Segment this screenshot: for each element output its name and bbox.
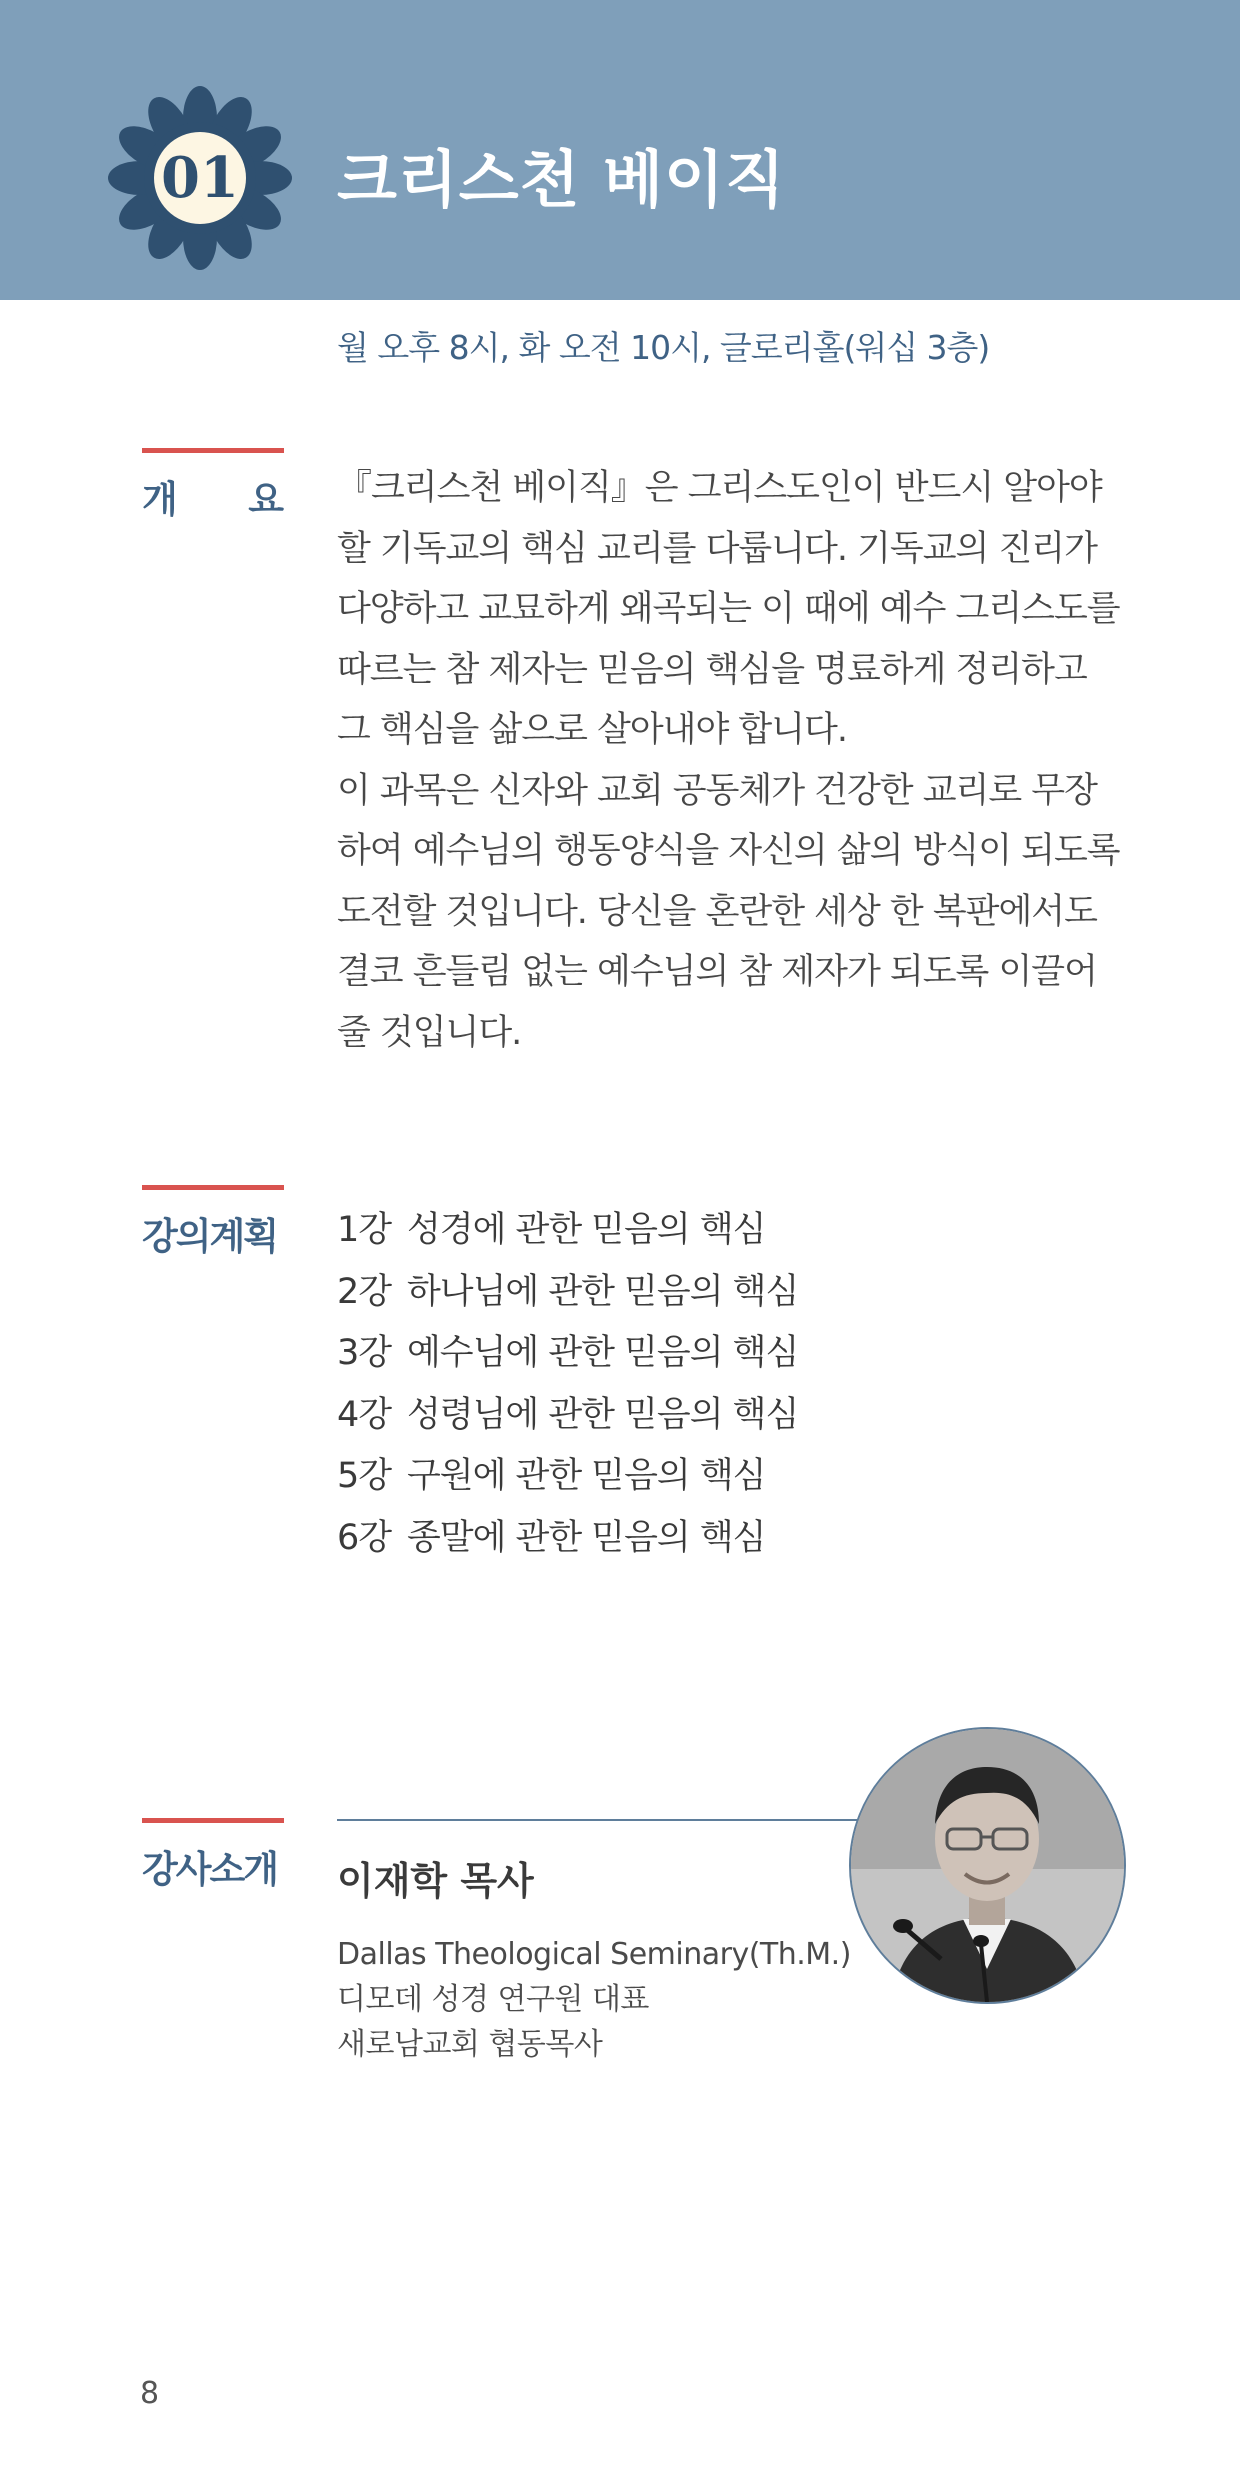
lecture-number: 4강 [337, 1394, 392, 1435]
section-divider [142, 448, 284, 453]
course-number: 01 [161, 145, 239, 211]
lecture-item [337, 1446, 798, 1508]
credential-item: 새로남교회 협동목사 [337, 2027, 603, 2062]
instructor-label: 강사소개 [142, 1848, 277, 1891]
lecture-number: 6강 [337, 1517, 392, 1558]
overview-label-char: 개 [142, 478, 178, 521]
instructor-label-block [142, 1818, 284, 1893]
lecture-item [337, 1262, 798, 1324]
section-divider [142, 1185, 284, 1190]
lecture-plan-label: 강의계획 [142, 1215, 277, 1258]
overview-label [142, 469, 284, 523]
instructor-credentials [337, 1932, 851, 2067]
section-divider [142, 1818, 284, 1823]
lecture-title: 구원에 관한 믿음의 핵심 [407, 1456, 766, 1496]
instructor-name: 이재학 목사 [337, 1859, 534, 1903]
lecture-number: 1강 [337, 1210, 392, 1250]
instructor-portrait-icon [851, 1729, 1124, 2002]
lecture-title: 예수님에 관한 믿음의 핵심 [407, 1333, 799, 1373]
header-band [0, 0, 1240, 300]
lecture-number: 2강 [337, 1271, 392, 1312]
instructor-divider [337, 1819, 867, 1821]
lecture-item [337, 1385, 798, 1447]
course-title: 크리스천 베이직 [337, 143, 786, 216]
overview-paragraph: 이 과목은 신자와 교회 공동체가 건강한 교리로 무장하여 예수님의 행동양식을 자신의 삶의 방식이 되도록 도전할 것입니다. 당신을 혼란한 세상 한 복판에서도 결코 흔들림 없는 예수님의 참 제자가 되도록 이끌어 줄 것입니다. [337, 770, 1120, 1053]
lecture-list [337, 1200, 798, 1569]
lecture-title: 종말에 관한 믿음의 핵심 [407, 1517, 766, 1558]
lecture-title: 성경에 관한 믿음의 핵심 [407, 1210, 766, 1250]
credential-item: 디모데 성경 연구원 대표 [337, 1982, 649, 2017]
flower-badge [108, 86, 292, 270]
lecture-item [337, 1508, 798, 1570]
overview-label-block [142, 448, 284, 523]
course-schedule: 월 오후 8시, 화 오전 10시, 글로리홀(워십 3층) [337, 328, 990, 367]
lecture-number: 3강 [337, 1333, 392, 1373]
lecture-title: 성령님에 관한 믿음의 핵심 [407, 1394, 799, 1435]
lecture-item [337, 1200, 798, 1262]
overview-label-char: 요 [248, 478, 284, 521]
overview-paragraph: 『크리스천 베이직』은 그리스도인이 반드시 알아야 할 기독교의 핵심 교리를 다룹니다. 기독교의 진리가 다양하고 교묘하게 왜곡되는 이 때에 예수 그리스도를 따르는 참 제자는 믿음의 핵심을 명료하게 정리하고 그 핵심을 삶으로 살아내야 합니다. [337, 468, 1120, 750]
instructor-photo [849, 1727, 1126, 2004]
lecture-plan-label-block [142, 1185, 284, 1260]
lecture-item [337, 1323, 798, 1385]
credential-item: Dallas Theological Seminary(Th.M.) [337, 1937, 851, 1972]
page-number: 8 [140, 2376, 160, 2411]
lecture-title: 하나님에 관한 믿음의 핵심 [407, 1271, 799, 1312]
lecture-number: 5강 [337, 1456, 392, 1496]
overview-body [337, 458, 1127, 1063]
